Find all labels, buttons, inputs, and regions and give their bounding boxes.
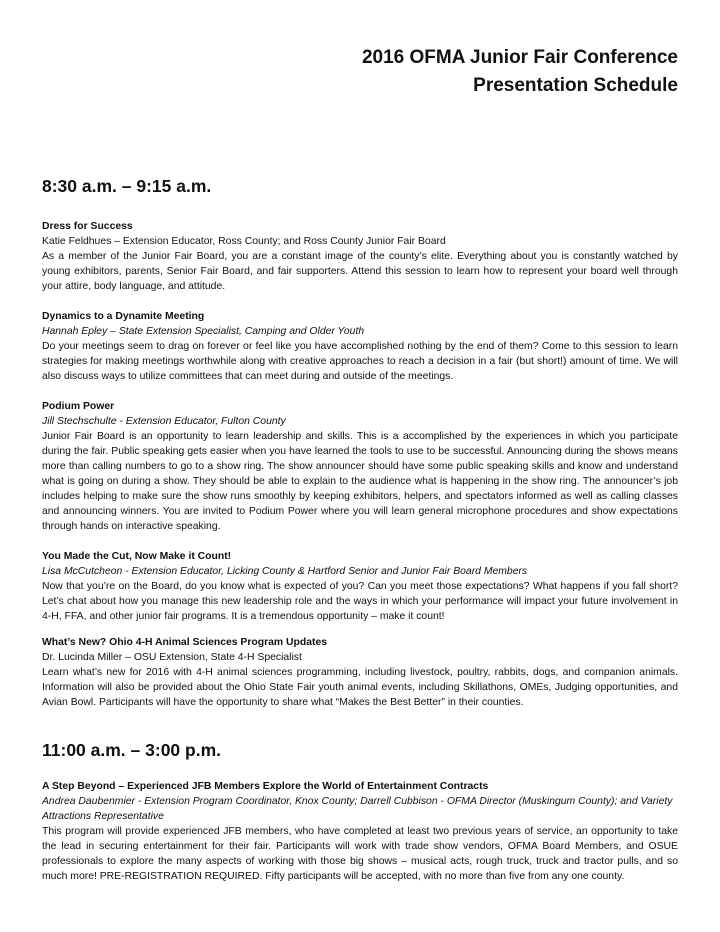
session-description: Now that you’re on the Board, do you know what is expected of you? Can you meet those expectations? What happens if you fall short? Let’s chat about how you manage this new leadership role and the ways in which your performance will impact your future involvement in 4-H, FFA, and other junior fair programs. It is a tremendous opportunity – make it count! — [42, 581, 678, 622]
session-podium-power — [42, 399, 678, 534]
session-title: What’s New? Ohio 4-H Animal Sciences Program Updates — [42, 637, 328, 648]
session-speaker: Jill Stechschulte - Extension Educator, Fulton County — [42, 416, 286, 427]
session-a-step-beyond — [42, 779, 678, 884]
title-line-1: 2016 OFMA Junior Fair Conference — [361, 47, 678, 68]
session-description: Do your meetings seem to drag on forever or feel like you have accomplished nothing by the end of them? Come to this session to learn strategies for making meetings worthwhile along with creative approaches to reach a decision in a fair (but short!) amount of time. We will also discuss ways to utilize committees that can meet during and outside of the meetings. — [42, 341, 678, 382]
session-dress-for-success — [42, 219, 678, 294]
session-title: You Made the Cut, Now Make it Count! — [42, 551, 232, 562]
session-dynamite-meeting — [42, 309, 678, 384]
document-page — [42, 0, 678, 884]
session-speaker: Katie Feldhues – Extension Educator, Ross County; and Ross County Junior Fair Board — [42, 236, 446, 247]
session-whats-new — [42, 635, 678, 710]
session-title: Podium Power — [42, 401, 115, 412]
title-line-2: Presentation Schedule — [473, 75, 678, 96]
session-made-the-cut — [42, 549, 678, 624]
session-speaker: Andrea Daubenmier - Extension Program Coordinator, Knox County; Darrell Cubbison - OFMA Director (Muskingum County); and Variety Attractions Representative — [42, 796, 673, 822]
session-speaker: Hannah Epley – State Extension Specialist, Camping and Older Youth — [42, 326, 365, 337]
document-title — [42, 44, 678, 100]
session-description: As a member of the Junior Fair Board, you are a constant image of the county’s elite. Everything about you is constantly watched by young exhibitors, parents, Senior Fair Board, and fair supporters. Attend this session to learn how to represent your board well through your attire, body language, and attitude. — [42, 251, 678, 292]
session-title: Dynamics to a Dynamite Meeting — [42, 311, 205, 322]
session-description: Junior Fair Board is an opportunity to learn leadership and skills. This is a accomplished by the experiences in which you participate during the fair. Public speaking gets easier when you have learned the tools to use to be successful. Announcing during the shows means more than calling numbers to go to a show ring. The show announcer should have some public speaking skills and know and understand what is going on during a show. They should be able to explain to the audience what is happening in the show ring. The announcer’s job includes helping to make sure the show runs smoothly by keeping exhibitors, helpers, and spectators informed as well as calling classes and announcing winners. You are invited to Podium Power where you will learn general microphone procedures and show expectations through hands on interactive speaking. — [42, 431, 678, 532]
session-description: This program will provide experienced JFB members, who have completed at least two previous years of service, an opportunity to take the lead in securing entertainment for their fair. Participants will work with trade show vendors, OFMA Board Members, and OSUE professionals to explore the many aspects of working with those big shows – musical acts, rough truck, truck and tractor pulls, and so much more! PRE-REGISTRATION REQUIRED. Fifty participants will be accepted, with no more than five from any one county. — [42, 826, 678, 882]
time-block-heading-midday: 11:00 a.m. – 3:00 p.m. — [42, 740, 221, 760]
session-title: Dress for Success — [42, 221, 133, 232]
session-speaker: Dr. Lucinda Miller – OSU Extension, State 4-H Specialist — [42, 652, 302, 663]
session-title: A Step Beyond – Experienced JFB Members Explore the World of Entertainment Contracts — [42, 781, 489, 792]
time-block-heading-morning: 8:30 a.m. – 9:15 a.m. — [42, 176, 212, 196]
session-description: Learn what’s new for 2016 with 4-H animal sciences programming, including livestock, poultry, rabbits, dogs, and companion animals. Information will also be provided about the Ohio State Fair youth animal events, including Skillathons, OMEs, Judging opportunities, and Avian Bowl. Participants will have the opportunity to share what “Makes the Best Better” in their counties. — [42, 667, 678, 708]
session-speaker: Lisa McCutcheon - Extension Educator, Licking County & Hartford Senior and Junior Fair Board Members — [42, 566, 528, 577]
